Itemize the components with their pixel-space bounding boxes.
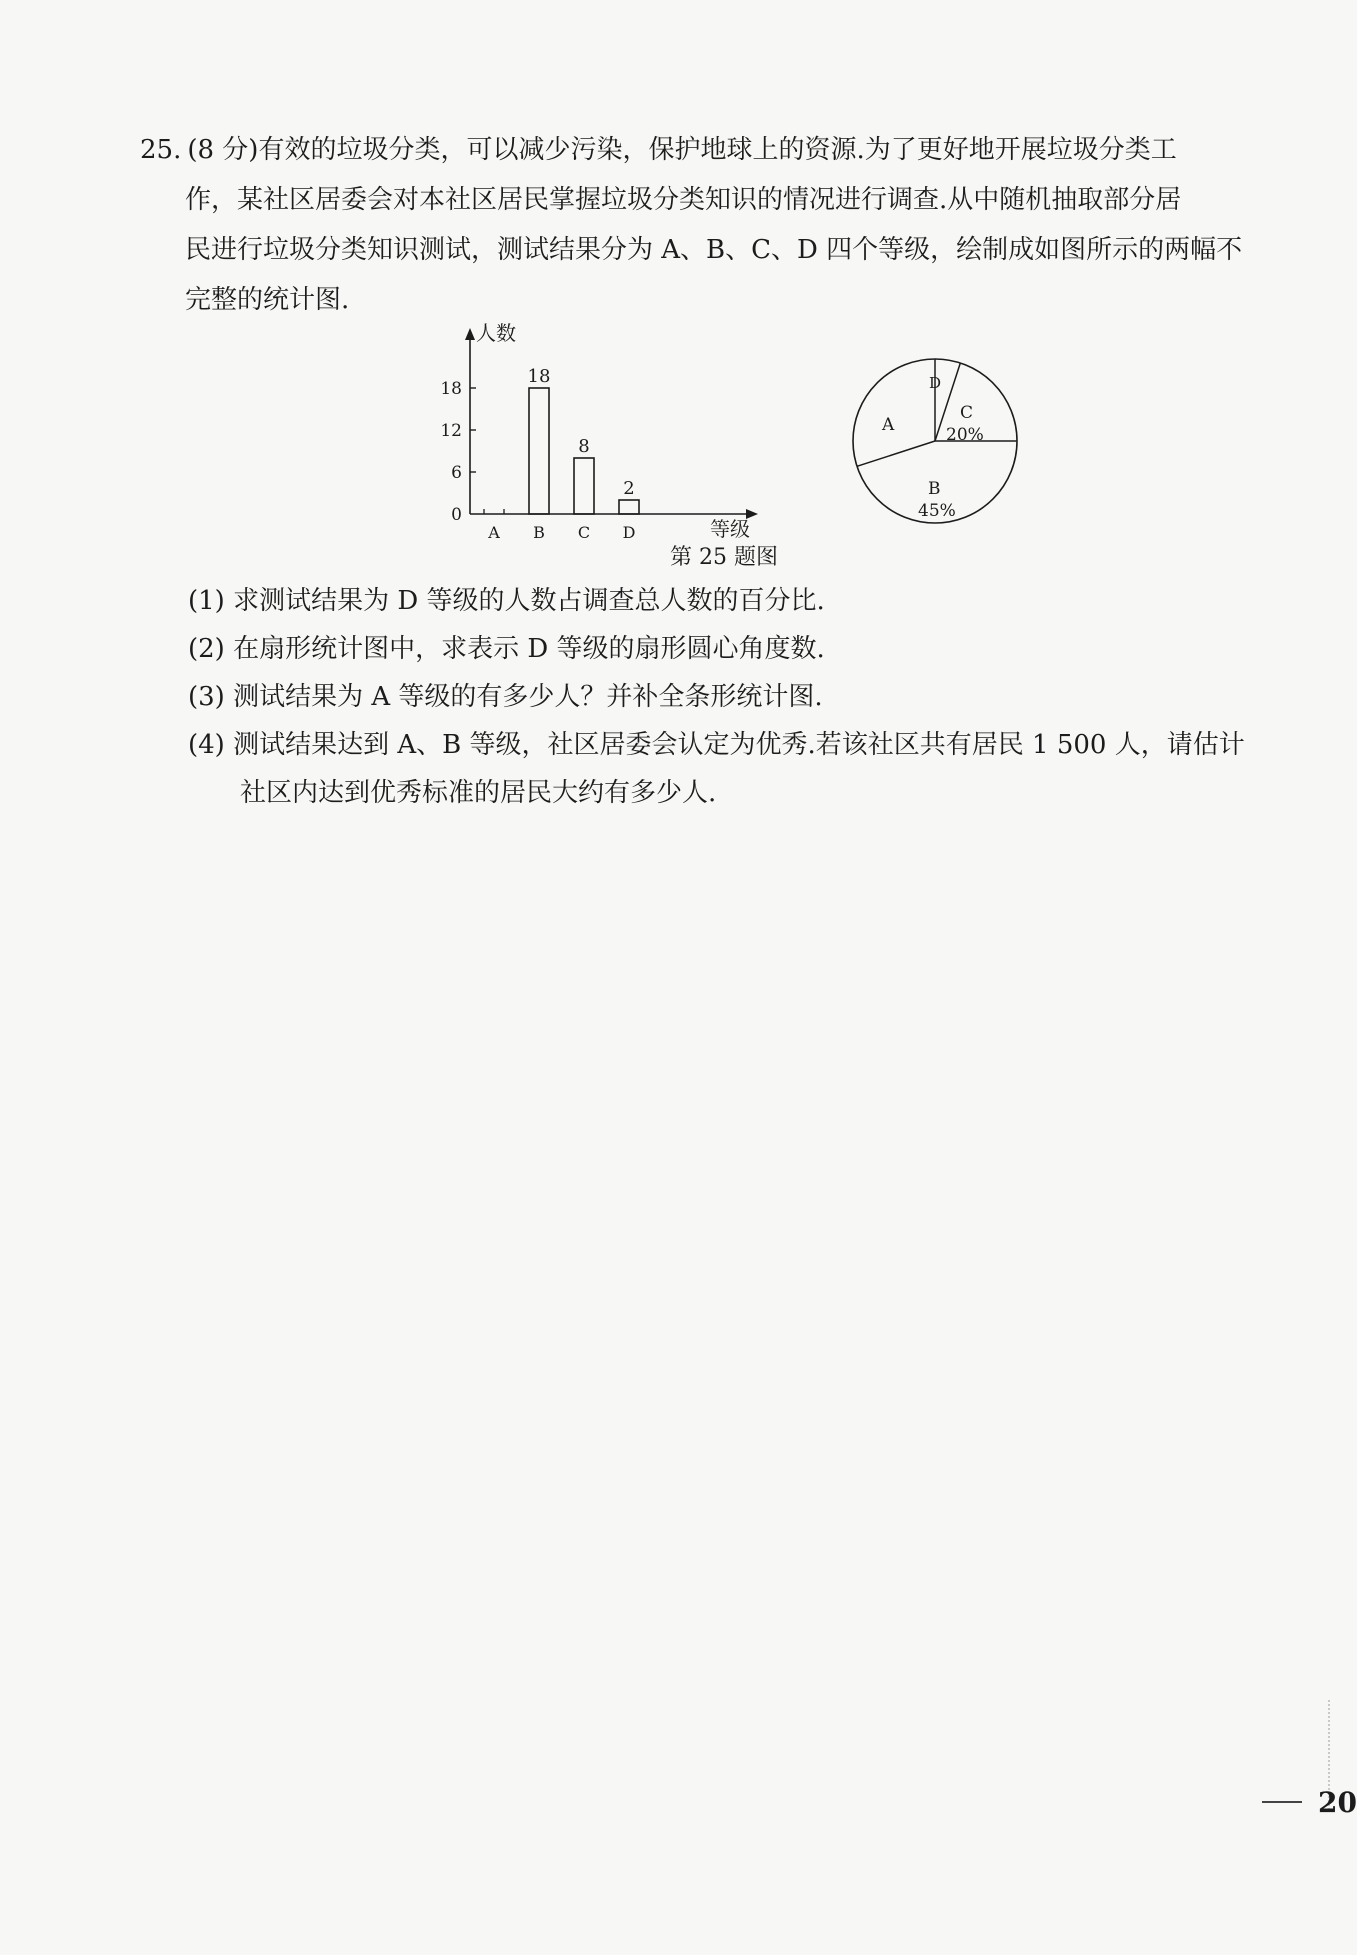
pie-label-b-percent: 45% [918, 501, 956, 521]
bar-chart-x-tick-label: B [533, 523, 545, 542]
problem-number: 25. [140, 135, 182, 165]
problem-line-1: 25. (8 分)有效的垃圾分类，可以减少污染，保护地球上的资源.为了更好地开展垃圾分类工 [140, 135, 1177, 165]
page-number-dash [1262, 1801, 1302, 1803]
bar-data-label: 18 [527, 366, 551, 387]
bar-chart-x-tick-label: A [488, 523, 500, 542]
question-3: (3) 测试结果为 A 等级的有多少人？并补全条形统计图. [188, 682, 823, 712]
pie-slice-boundary [857, 441, 935, 466]
bar-data-label: 2 [623, 478, 635, 499]
question-list [188, 577, 1288, 817]
bar-d [619, 500, 639, 514]
question-1: (1) 求测试结果为 D 等级的人数占调查总人数的百分比. [188, 586, 825, 616]
bar-c [574, 458, 594, 514]
pie-label-a: A [882, 415, 895, 435]
bar-b [529, 388, 549, 514]
bar-chart-y-tick-label: 18 [440, 379, 462, 399]
bar-chart-y-tick-label: 12 [440, 421, 462, 441]
question-4: (4) 测试结果达到 A、B 等级，社区居委会认定为优秀.若该社区共有居民 1 500 人，请估计 [188, 730, 1245, 760]
bar-chart [440, 318, 780, 548]
question-4-continued: 社区内达到优秀标准的居民大约有多少人. [240, 778, 717, 808]
figure-caption: 第 25 题图 [670, 545, 778, 570]
question-2: (2) 在扇形统计图中，求表示 D 等级的扇形圆心角度数. [188, 634, 825, 664]
bar-chart-y-arrow [465, 328, 475, 340]
bar-chart-x-tick-label: D [622, 523, 636, 542]
bar-chart-ylabel: 人数 [476, 321, 516, 345]
problem-line-4: 完整的统计图. [185, 285, 350, 315]
pie-label-b: B [928, 479, 941, 499]
problem-line-3: 民进行垃圾分类知识测试，测试结果分为 A、B、C、D 四个等级，绘制成如图所示的两幅不 [185, 235, 1243, 265]
bar-chart-xlabel: 等级 [710, 517, 750, 541]
pie-label-c: C [960, 403, 974, 423]
pie-label-d: D [929, 374, 942, 392]
figure-25 [440, 318, 1040, 578]
bar-chart-y-tick-label: 0 [451, 505, 462, 525]
pie-chart [840, 346, 1030, 536]
pie-label-c-percent: 20% [946, 425, 984, 445]
bar-chart-x-tick-label: C [577, 523, 591, 542]
page-footer [1262, 1782, 1357, 1822]
page-number: 20 [1318, 1785, 1357, 1819]
bar-data-label: 8 [578, 436, 590, 457]
problem-line-2: 作，某社区居委会对本社区居民掌握垃圾分类知识的情况进行调查.从中随机抽取部分居 [185, 185, 1182, 215]
problem-statement [140, 125, 1285, 325]
bar-chart-y-tick-label: 6 [451, 463, 462, 483]
